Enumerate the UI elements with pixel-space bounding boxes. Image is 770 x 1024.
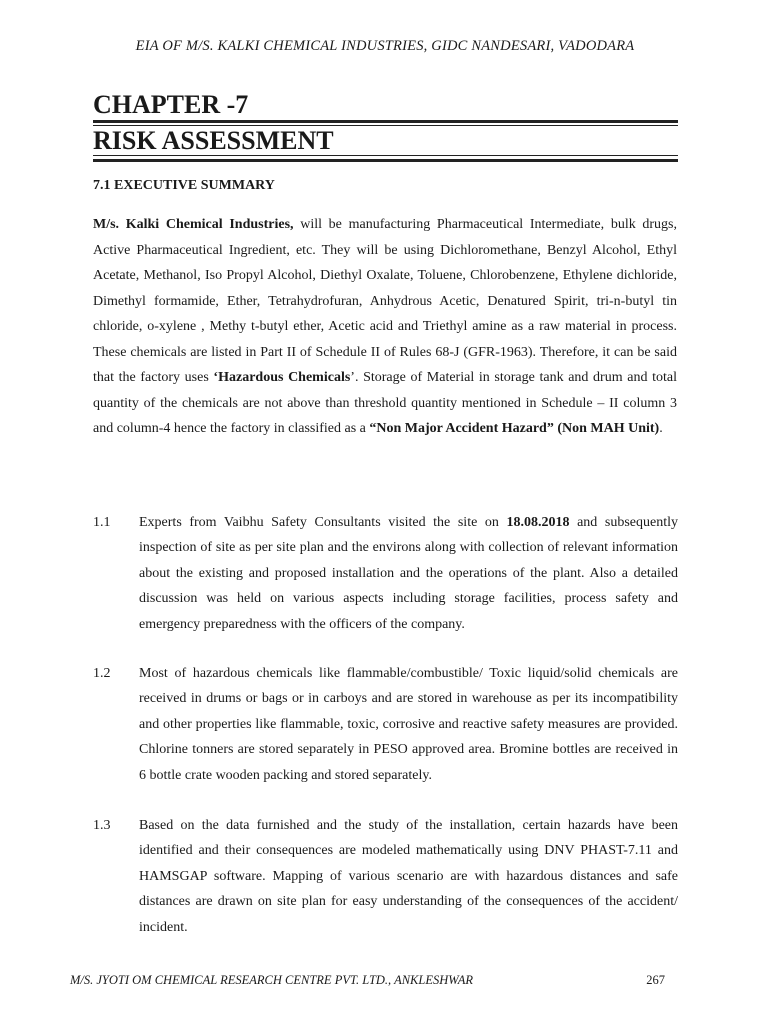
company-name: M/s. Kalki Chemical Industries,	[93, 217, 294, 232]
chapter-rule-bottom-thin	[93, 155, 678, 156]
item-text: Most of hazardous chemicals like flammable/combustible/ Toxic liquid/solid chemicals are received in drums or bags or in carboys and are stored in warehouse as per its incompatibility and other properties like flammable, toxic, corrosive and reactive safety measures are provided. Chlorine tonners are stored separately in PESO approved area. Bromine bottles are received in 6 bottle crate wooden packing and stored separately.	[139, 666, 678, 783]
chapter-number: CHAPTER -7	[93, 90, 249, 119]
item-number: 1.1	[93, 515, 111, 530]
intro-paragraph	[93, 212, 677, 442]
item-text-before: Experts from Vaibhu Safety Consultants visited the site on	[139, 515, 507, 530]
section-heading: 7.1 EXECUTIVE SUMMARY	[93, 178, 275, 193]
intro-text-3: .	[659, 421, 663, 436]
list-item	[93, 661, 678, 788]
hazardous-chemicals-term: ‘Hazardous Chemicals	[213, 370, 351, 385]
intro-text-1: will be manufacturing Pharmaceutical Intermediate, bulk drugs, Active Pharmaceutical Ingredient, etc. They will be using Dichloromethane, Benzyl Alcohol, Ethyl Acetate, Methanol, Iso Propyl Alcohol, Diethyl Oxalate, Toluene, Chlorobenzene, Ethylene dichloride, Dimethyl formamide, Ether, Tetrahydrofuran, Anhydrous Acetic, Denatured Spirit, tri-n-butyl tin chloride, o-xylene , Methy t-butyl ether, Acetic acid and Triethyl amine as a raw material in process. These chemicals are listed in Part II of Schedule II of Rules 68-J (GFR-1963). Therefore, it can be said that the factory uses	[93, 217, 677, 385]
page-number: 267	[646, 973, 665, 987]
list-item	[93, 510, 678, 637]
item-text: Based on the data furnished and the study of the installation, certain hazards have been identified and their consequences are modeled mathematically using DNV PHAST-7.11 and HAMSGAP software. Mapping of various scenario are with hazardous distances and safe distances are drawn on site plan for easy understanding of the consequences of the accident/ incident.	[139, 818, 678, 935]
item-number: 1.3	[93, 818, 111, 833]
classification-term: “Non Major Accident Hazard” (Non MAH Unit)	[369, 421, 660, 436]
chapter-rule-top	[93, 120, 678, 123]
item-text-after: and subsequently inspection of site as per site plan and the environs along with collection of relevant information about the existing and proposed installation and the operations of the plant. Also a detailed discussion was held on various aspects including storage facilities, process safety and emergency preparedness with the officers of the company.	[139, 515, 678, 632]
visit-date: 18.08.2018	[506, 515, 570, 530]
running-header: EIA OF M/S. KALKI CHEMICAL INDUSTRIES, GIDC NANDESARI, VADODARA	[135, 38, 635, 54]
footer-organization: M/S. JYOTI OM CHEMICAL RESEARCH CENTRE PVT. LTD., ANKLESHWAR	[70, 973, 474, 987]
item-text	[139, 510, 678, 637]
chapter-title: RISK ASSESSMENT	[93, 126, 334, 155]
chapter-rule-bottom	[93, 159, 678, 162]
item-number: 1.2	[93, 666, 111, 681]
page-footer	[70, 973, 670, 988]
list-item	[93, 813, 678, 940]
intro-text-2: ’. Storage of Material in storage tank and drum and total quantity of the chemicals are not above than threshold quantity mentioned in Schedule – II column 3 and column-4 hence the factory in classified as a	[93, 370, 677, 436]
